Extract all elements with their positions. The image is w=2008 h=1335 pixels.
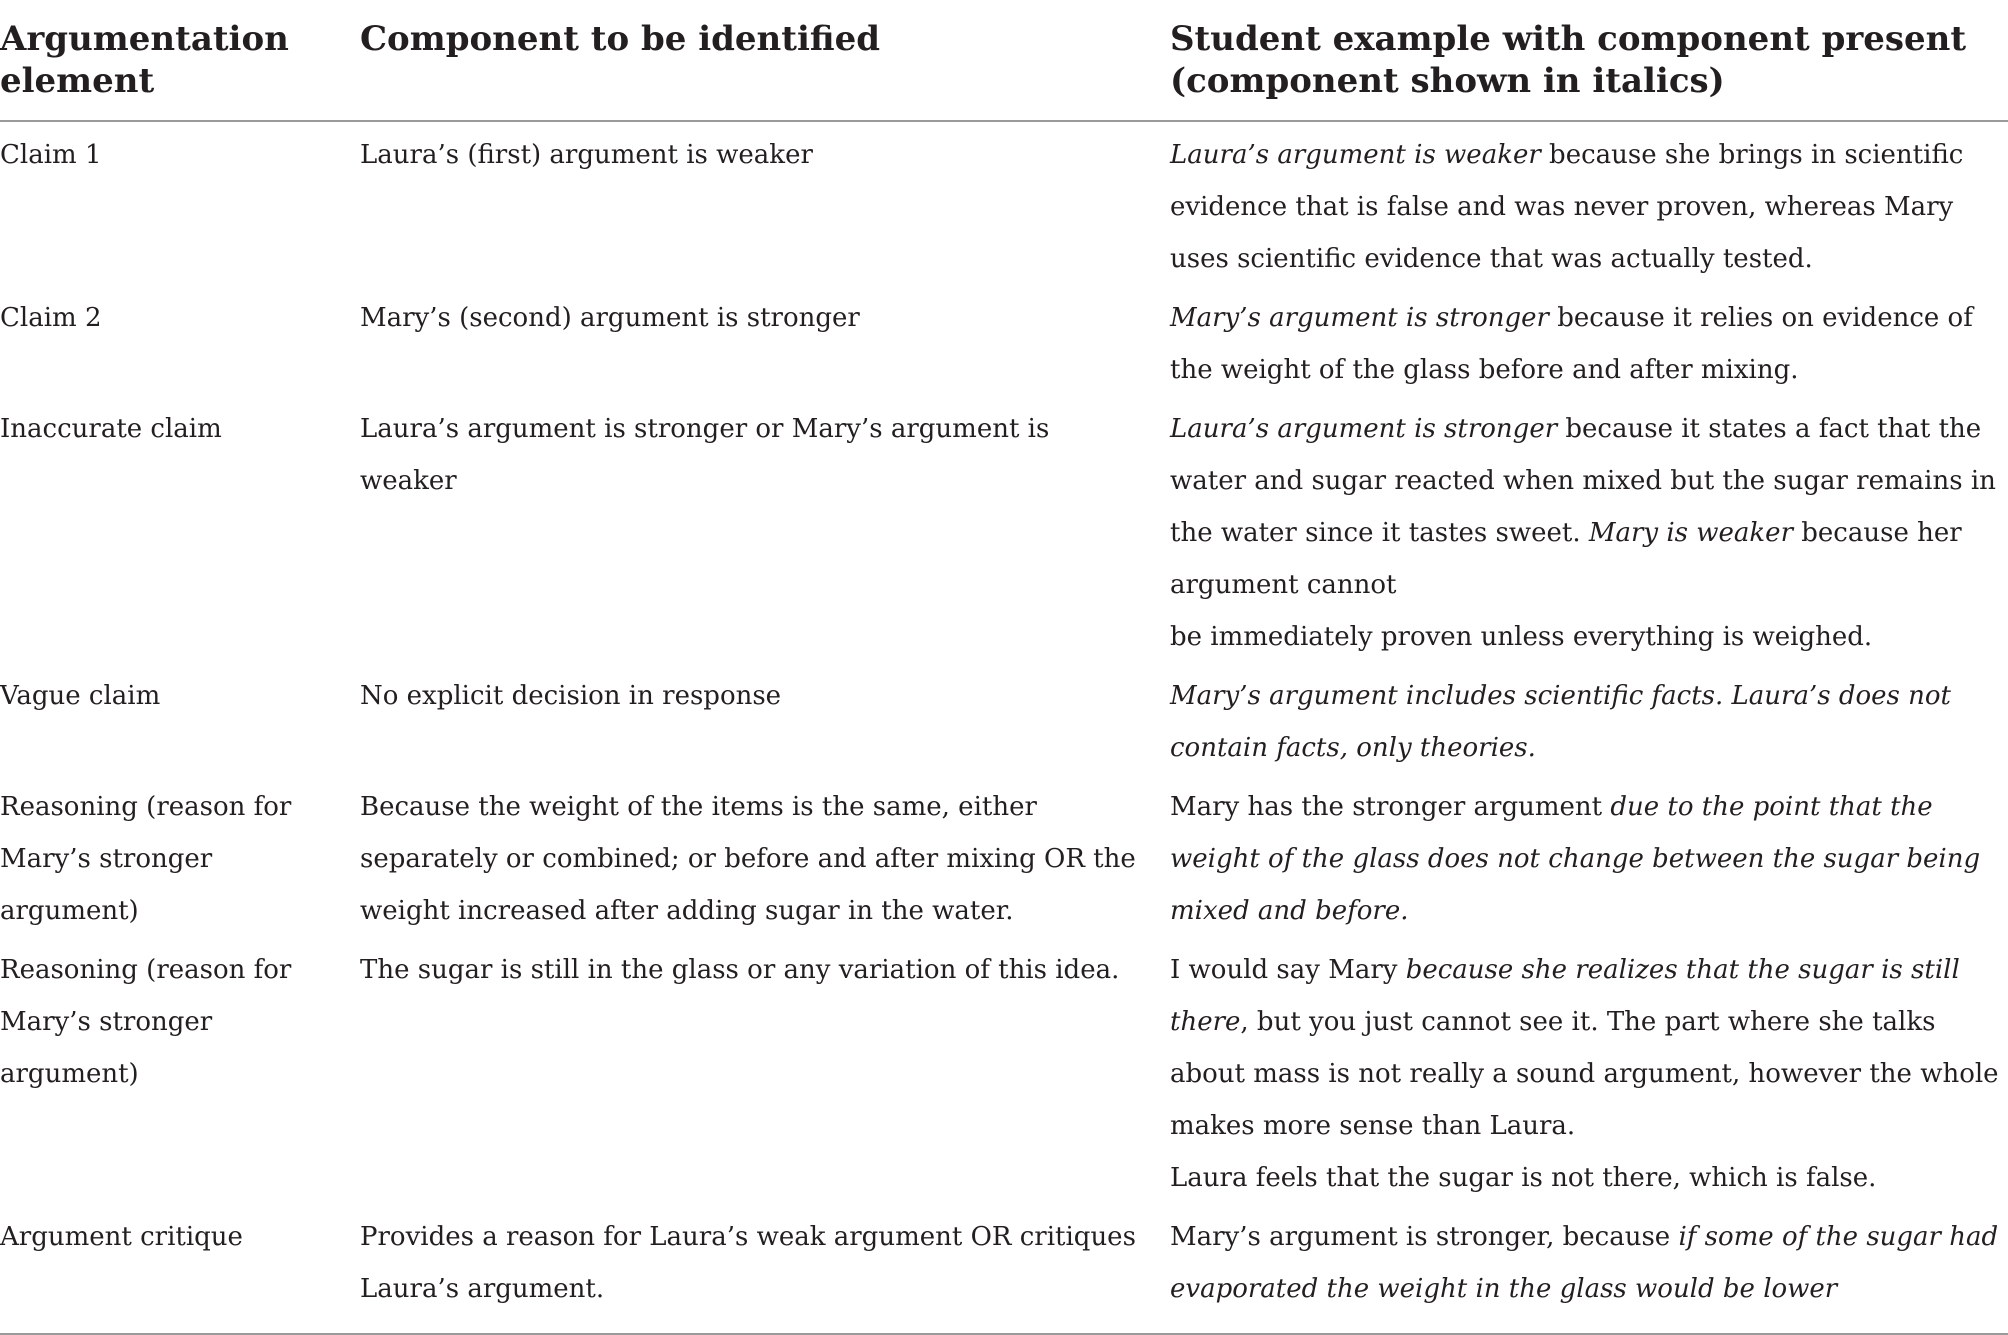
example-text: Mary has the stronger argument <box>1170 792 1611 822</box>
element-cell <box>0 774 360 937</box>
component-cell: No explicit decision in response <box>360 681 782 711</box>
table-body <box>0 121 2008 1334</box>
header-col1-line1: Argumentation <box>0 19 289 59</box>
header-col2: Component to be identified <box>360 19 881 59</box>
example-cell <box>1170 937 2008 1204</box>
table-row <box>0 121 2008 285</box>
example-italic: Mary is weaker <box>1588 518 1793 548</box>
example-text: because her argument cannot <box>1170 518 1962 600</box>
argumentation-table-container <box>0 18 2008 1335</box>
element-cell <box>0 937 360 1204</box>
table-row <box>0 774 2008 937</box>
example-text: because it relies on evidence of the weight of the glass before and after mixing. <box>1170 303 1973 385</box>
example-text: , but you just cannot see it. The part where she talks about mass is not really a sound argument, however the whole makes more sense than Laura. <box>1170 1007 1999 1141</box>
header-col1-line2: element <box>0 61 155 101</box>
table-row <box>0 937 2008 1204</box>
example-text: because it states a fact that the water and sugar reacted when mixed but the sugar remains in the water since it tastes sweet. <box>1170 414 1996 548</box>
element-line: Mary’s stronger argument) <box>0 1007 213 1089</box>
example-cell <box>1170 1204 2008 1334</box>
header-argumentation-element <box>0 18 360 121</box>
element-cell: Argument critique <box>0 1204 360 1334</box>
component-cell: Laura’s argument is stronger or Mary’s argument is weaker <box>360 414 1050 496</box>
example-text: Mary’s argument is stronger, because <box>1170 1222 1679 1252</box>
header-col3-line2: (component shown in italics) <box>1170 61 1725 101</box>
component-cell: Laura’s (first) argument is weaker <box>360 140 813 170</box>
example-cell <box>1170 396 2008 663</box>
table-row <box>0 663 2008 774</box>
argumentation-table <box>0 18 2008 1335</box>
component-cell: The sugar is still in the glass or any variation of this idea. <box>360 955 1120 985</box>
header-component <box>360 18 1170 121</box>
component-cell: Provides a reason for Laura’s weak argument OR critiques Laura’s argument. <box>360 1204 1170 1334</box>
element-line: Reasoning (reason for <box>0 955 292 985</box>
header-col3-line1: Student example with component present <box>1170 19 1967 59</box>
example-italic: if some of the sugar had evaporated the weight in the glass would be lower <box>1170 1222 1999 1304</box>
example-italic: due to the point that the weight of the glass does not change between the sugar being mixed and before. <box>1170 792 1981 926</box>
example-cell <box>1170 285 2008 396</box>
example-italic: Mary’s argument is stronger <box>1170 303 1549 333</box>
table-header <box>0 18 2008 121</box>
header-row <box>0 18 2008 121</box>
example-text: Laura feels that the sugar is not there, which is false. <box>1170 1163 1877 1193</box>
example-text: be immediately proven unless everything is weighed. <box>1170 622 1873 652</box>
header-student-example <box>1170 18 2008 121</box>
element-cell: Inaccurate claim <box>0 414 222 444</box>
example-text: because she brings in scientific evidence that is false and was never proven, whereas Mary uses scientific evidence that was actually tested. <box>1170 140 1964 274</box>
table-row <box>0 1204 2008 1334</box>
table-row <box>0 396 2008 663</box>
example-cell <box>1170 121 2008 285</box>
element-cell: Vague claim <box>0 681 161 711</box>
component-cell: Because the weight of the items is the same, either separately or combined; or before and after mixing OR the weight increased after adding sugar in the water. <box>360 792 1136 926</box>
element-line: Mary’s stronger argument) <box>0 844 213 926</box>
element-cell: Claim 1 <box>0 140 102 170</box>
example-italic: Mary’s argument includes scientific facts. Laura’s does not contain facts, only theories. <box>1170 681 1951 763</box>
example-italic: because she realizes that the sugar is still there <box>1170 955 1960 1037</box>
component-cell: Mary’s (second) argument is stronger <box>360 303 860 333</box>
element-cell: Claim 2 <box>0 303 102 333</box>
example-cell <box>1170 774 2008 937</box>
example-cell <box>1170 663 2008 774</box>
table-row <box>0 285 2008 396</box>
example-italic: Laura’s argument is stronger <box>1170 414 1558 444</box>
example-text: I would say Mary <box>1170 955 1406 985</box>
element-line: Reasoning (reason for <box>0 792 292 822</box>
example-italic: Laura’s argument is weaker <box>1170 140 1541 170</box>
